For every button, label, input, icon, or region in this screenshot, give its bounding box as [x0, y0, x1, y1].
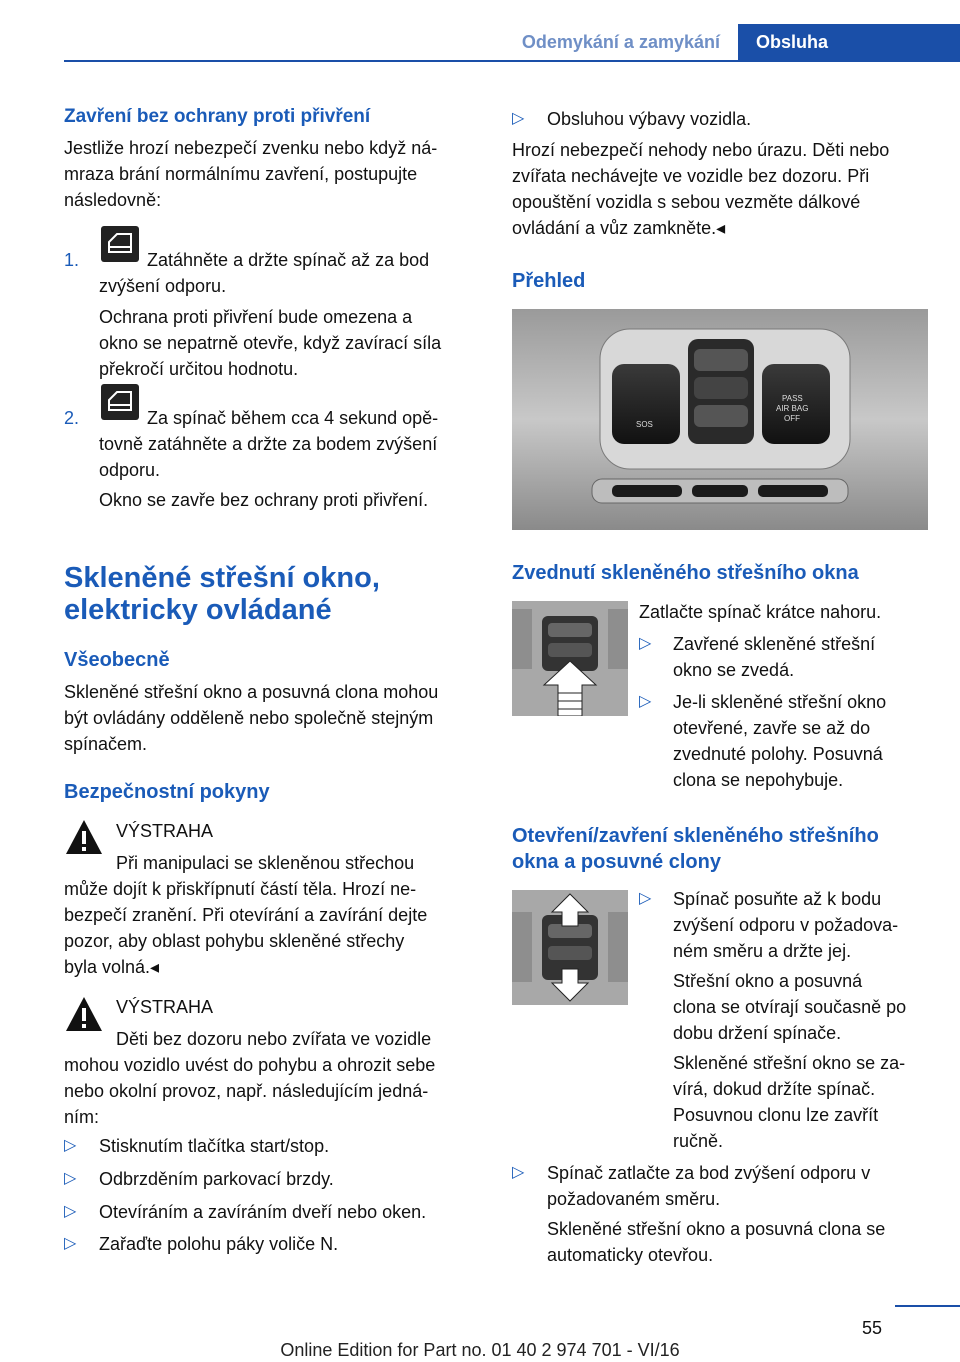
bullet-marker: ▷: [64, 1203, 77, 1220]
open-close-switch-photo: [512, 890, 628, 1005]
bullet-note: Skleněné střešní okno se za-: [673, 1053, 906, 1073]
step-number: 2.: [64, 408, 80, 428]
heading-raise: Zvednutí skleněného střešního okna: [512, 562, 859, 584]
bullet-item: okno se zvedá.: [673, 660, 795, 680]
danger-text: zvířata nechávejte ve vozidle bez dozoru. Při: [512, 166, 870, 186]
bullet-marker: ▷: [639, 890, 652, 907]
warning-text: může dojít k přiskřípnutí částí těla. Hrozí ne-: [64, 879, 417, 899]
bullet-marker: ▷: [639, 635, 652, 652]
bullet-note: Skleněné střešní okno a posuvná clona se: [547, 1219, 886, 1239]
warning-text: Při manipulaci se skleněnou střechou: [116, 853, 415, 873]
step-text: zvýšení odporu.: [99, 276, 227, 296]
overhead-console-photo: [512, 309, 928, 530]
footer-edition: Online Edition for Part no. 01 40 2 974 701 - VI/16: [280, 1340, 680, 1360]
warning-title: VÝSTRAHA: [116, 997, 214, 1017]
bullet-item: požadovaném směru.: [547, 1189, 721, 1209]
bullet-note: ručně.: [673, 1131, 724, 1151]
bullet-item: zvednuté polohy. Posuvná: [673, 744, 883, 764]
window-switch-icon: [101, 384, 139, 420]
bullet-item: zvýšení odporu v požadova-: [673, 915, 899, 935]
heading-open-close: okna a posuvné clony: [512, 851, 721, 873]
header-chapter: Obsluha: [738, 24, 960, 60]
heading-sunroof: elektricky ovládané: [64, 594, 332, 626]
bullet-item: Zavřené skleněné střešní: [673, 634, 876, 654]
bullet-note: vírá, dokud držíte spínač.: [673, 1079, 876, 1099]
header-section: Odemykání a zamykání: [521, 32, 720, 52]
warning-text: nebo okolní provoz, např. následujícím jedná-: [64, 1081, 429, 1101]
step-note: okno se nepatrně otevře, když zavírací síla: [99, 333, 442, 353]
sos-label: SOS: [636, 420, 653, 429]
heading-sunroof: Skleněné střešní okno,: [64, 562, 380, 594]
intro-line: mraza brání normálnímu zavření, postupujte: [64, 164, 418, 184]
heading-no-pinch: Zavření bez ochrany proti přivření: [64, 106, 371, 127]
step-note: Ochrana proti přivření bude omezena a: [99, 307, 413, 327]
heading-general: Všeobecně: [64, 649, 170, 671]
warning-text: mohou vozidlo uvést do pohybu a ohrozit sebe: [64, 1055, 436, 1075]
step-text: tovně zatáhněte a držte za bodem zvýšení: [99, 434, 438, 454]
window-switch-icon: [101, 226, 139, 262]
intro-line: následovně:: [64, 190, 162, 210]
bullet-item: clona se nepohybuje.: [673, 770, 844, 790]
page-number: 55: [862, 1318, 883, 1338]
step-note: překročí určitou hodnotu.: [99, 359, 299, 379]
bullet-marker: ▷: [512, 1164, 525, 1181]
step-number: 1.: [64, 250, 80, 270]
warning-title: VÝSTRAHA: [116, 821, 214, 841]
bullet-item: otevřené, zavře se až do: [673, 718, 871, 738]
bullet-item: Zařaďte polohu páky voliče N.: [99, 1234, 339, 1254]
off-label: OFF: [784, 414, 800, 423]
bullet-note: dobu držení spínače.: [673, 1023, 842, 1043]
bullet-item: Spínač zatlačte za bod zvýšení odporu v: [547, 1163, 871, 1183]
heading-overview: Přehled: [512, 270, 586, 292]
general-text: spínačem.: [64, 734, 148, 754]
warning-text: byla volná.◂: [64, 957, 160, 977]
bullet-note: Posuvnou clonu lze zavřít: [673, 1105, 879, 1125]
step-note: Okno se zavře bez ochrany proti přivření.: [99, 490, 429, 510]
pass-label: PASS: [782, 394, 803, 403]
warning-text: pozor, aby oblast pohybu skleněné střechy: [64, 931, 405, 951]
bullet-item: ném směru a držte jej.: [673, 941, 852, 961]
bullet-item: Je-li skleněné střešní okno: [673, 692, 887, 712]
step-text: odporu.: [99, 460, 161, 480]
general-text: být ovládány odděleně nebo společně stejným: [64, 708, 434, 728]
bullet-marker: ▷: [64, 1137, 77, 1154]
bullet-marker: ▷: [64, 1235, 77, 1252]
bullet-marker: ▷: [64, 1170, 77, 1187]
raise-text: Zatlačte spínač krátce nahoru.: [639, 602, 882, 622]
heading-safety: Bezpečnostní pokyny: [64, 781, 270, 803]
bullet-marker: ▷: [512, 110, 525, 127]
bullet-item: Odbrzděním parkovací brzdy.: [99, 1169, 334, 1189]
bullet-item: Spínač posuňte až k bodu: [673, 889, 882, 909]
warning-text: ním:: [64, 1107, 100, 1127]
intro-line: Jestliže hrozí nebezpečí zvenku nebo když ná-: [64, 138, 438, 158]
step-text: Za spínač během cca 4 sekund opě-: [147, 408, 439, 428]
heading-open-close: Otevření/zavření skleněného střešního: [512, 825, 879, 847]
bullet-item: Stisknutím tlačítka start/stop.: [99, 1136, 330, 1156]
bullet-item: Otevíráním a zavíráním dveří nebo oken.: [99, 1202, 427, 1222]
bullet-note: Střešní okno a posuvná: [673, 971, 863, 991]
bullet-marker: ▷: [639, 693, 652, 710]
warning-text: bezpečí zranění. Při otevírání a zavírání dejte: [64, 905, 428, 925]
header-rule: [64, 60, 960, 62]
raise-switch-photo: [512, 601, 628, 716]
general-text: Skleněné střešní okno a posuvná clona mohou: [64, 682, 439, 702]
step-text: Zatáhněte a držte spínač až za bod: [147, 250, 430, 270]
bullet-note: automaticky otevřou.: [547, 1245, 714, 1265]
airbag-label: AIR BAG: [776, 404, 809, 413]
danger-text: Hrozí nebezpečí nehody nebo úrazu. Děti nebo: [512, 140, 890, 160]
footer-rule: [895, 1305, 960, 1307]
bullet-note: clona se otvírají současně po: [673, 997, 907, 1017]
danger-text: opouštění vozidla s sebou vezměte dálkové: [512, 192, 861, 212]
bullet-item: Obsluhou výbavy vozidla.: [547, 109, 752, 129]
danger-text: ovládání a vůz zamkněte.◂: [512, 218, 726, 238]
warning-text: Děti bez dozoru nebo zvířata ve vozidle: [116, 1029, 432, 1049]
